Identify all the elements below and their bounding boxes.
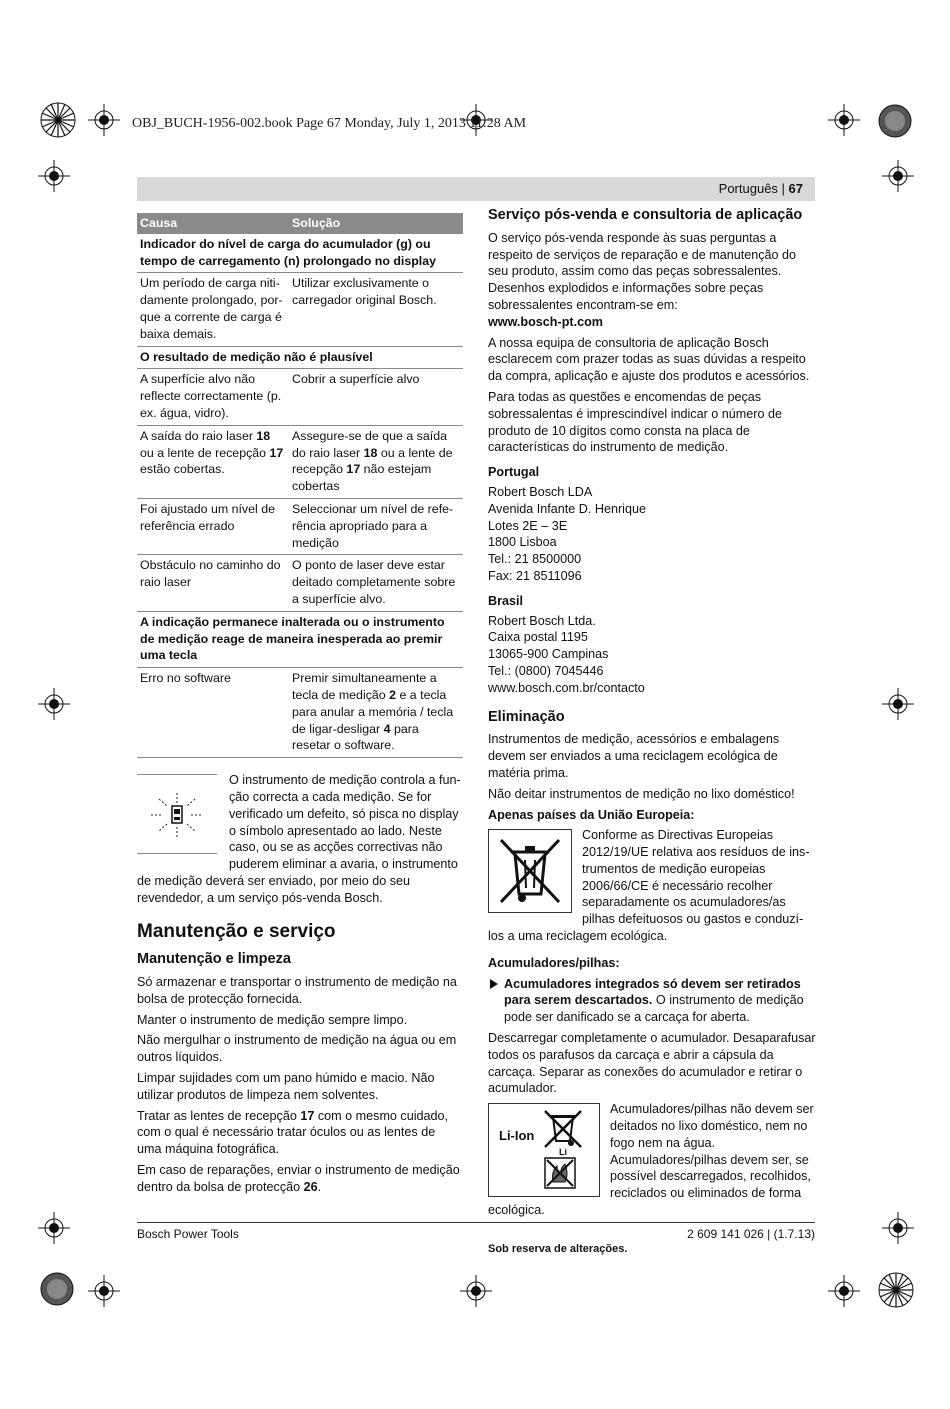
file-info-header: OBJ_BUCH-1956-002.book Page 67 Monday, July 1, 2013 11:28 AM: [132, 116, 527, 131]
table-group-row: [137, 234, 463, 273]
disposal-title: Eliminação: [488, 708, 565, 725]
service-paragraph: A nossa equipa de consultoria de aplicação Bosch esclarecem com prazer todas as suas dúvidas a respeito da compra, aplicação e ajuste dos produtos e acessórios.: [488, 335, 810, 384]
ref-number: 17: [269, 445, 284, 460]
address-line: Caixa postal 1195: [488, 630, 588, 645]
address-line: Robert Bosch LDA: [488, 484, 593, 499]
crosshair-mark-right-lower: [882, 1212, 914, 1244]
ref-number: 4: [383, 721, 391, 736]
crosshair-mark-top-left: [88, 104, 120, 136]
liion-text: Acumuladores/pilhas não devem ser deitados no lixo doméstico, nem no fogo nem na água. Acumuladores/pilhas devem ser, se possível descarregados, recolhidos, reciclados ou eliminados de forma ecológica.: [488, 1102, 814, 1218]
address-line: Robert Bosch Ltda.: [488, 613, 596, 628]
column-header-cause: Causa: [137, 213, 289, 234]
crosshair-mark-left-upper: [38, 160, 70, 192]
crosshair-mark-bottom-left: [88, 1275, 120, 1307]
disposal-paragraph: Não deitar instrumentos de medição no lixo doméstico!: [488, 786, 795, 801]
table-row: [137, 425, 463, 498]
cause-cell: Obstáculo no caminho do raio laser: [137, 555, 289, 611]
group-heading-charge: Indicador do nível de carga do acumulador (g) ou tempo de carregamento (n) prolongado no display: [137, 234, 463, 273]
solution-cell: [289, 668, 463, 758]
table-group-row: [137, 611, 463, 667]
crosshair-mark-right-upper: [882, 160, 914, 192]
eu-text: Conforme as Directivas Europeias 2012/19/UE relativa aos resíduos de instrumentos de medição europeias 2006/66/CE é necessário recolher separadamente os acumuladores/as pilhas defeituosos ou gastos e conduzí-los a uma reciclagem ecológica.: [488, 828, 810, 944]
text-fragment: estão cobertas.: [140, 462, 225, 477]
cleaning-subtitle: Manutenção e limpeza: [137, 951, 291, 968]
maintenance-paragraph: [137, 1162, 463, 1196]
address-line: www.bosch.com.br/contacto: [488, 680, 645, 695]
registration-mark-top-right: [876, 102, 914, 140]
table-row: [137, 369, 463, 425]
crosshair-mark-bottom-right: [828, 1275, 860, 1307]
eu-block: [488, 827, 816, 945]
address-line: Fax: 21 8511096: [488, 568, 582, 583]
bullet-triangle-icon: [490, 979, 498, 989]
cause-cell: A superfície alvo não reflecte correctamente (p. ex. água, vidro).: [137, 369, 289, 425]
maintenance-paragraph: [137, 1108, 463, 1158]
registration-mark-top-left: [38, 100, 78, 140]
table-header-row: [137, 213, 463, 234]
reserve-note: Sob reserva de alterações.: [488, 1242, 628, 1255]
service-paragraph: Para todas as questões e encomendas de peças sobressalentas é imprescindível indicar o número de produto de 10 dígitos como consta na placa de características do instrumento de medição.: [488, 389, 783, 455]
table-row: [137, 273, 463, 346]
crosshair-mark-bottom-center: [460, 1275, 492, 1307]
address-line: Lotes 2E – 3E: [488, 518, 568, 533]
cause-cell: Foi ajustado um nível de referência errado: [137, 498, 289, 554]
crosshair-mark-right-middle: [882, 688, 914, 720]
cause-cell: Erro no software: [137, 668, 289, 758]
solution-cell: Utilizar exclusivamente o carregador original Bosch.: [289, 273, 463, 346]
group-heading-result: O resultado de medição não é plausível: [137, 346, 463, 369]
service-url: www.bosch-pt.com: [488, 314, 603, 329]
cause-cell: [137, 425, 289, 498]
bullet-text: [504, 976, 816, 1026]
footer-publisher: Bosch Power Tools: [137, 1227, 239, 1241]
table-row: [137, 555, 463, 611]
ref-number: 18: [363, 445, 378, 460]
right-column: [488, 207, 816, 1262]
troubleshooting-table: [137, 213, 463, 758]
monitor-text: O instrumento de medição controla a função correcta a cada medição. Se for verificado um defeito, só pisca no display o símbolo apresentado ao lado. Neste caso, ou se as acções correctivas não puderem eliminar a avaria, o instrumento de medição deverá ser enviado, por meio do seu revendedor, a um serviço pós-venda Bosch.: [137, 773, 461, 905]
eu-heading: Apenas países da União Europeia:: [488, 807, 695, 822]
group-heading-display: A indicação permanece inalterada ou o instrumento de medição reage de maneira inesperada ao premir uma tecla: [137, 611, 463, 667]
maintenance-paragraph: Manter o instrumento de medição sempre limpo.: [137, 1012, 408, 1027]
li-label: Li: [559, 1147, 567, 1158]
maintenance-title: Manutenção e serviço: [137, 921, 336, 943]
blinking-device-icon: [137, 775, 217, 853]
liion-symbol-box: [488, 1103, 600, 1197]
page-header-label: Português | 67: [718, 181, 803, 196]
address-line: Tel.: 21 8500000: [488, 552, 582, 567]
text-fragment: para resetar o software.: [292, 721, 419, 753]
table-row: [137, 668, 463, 758]
address-line: 13065-900 Campinas: [488, 647, 609, 662]
address-brasil: [488, 593, 816, 697]
text-fragment: e a tecla para anular a memória / tecla de ligar-desligar: [292, 687, 454, 736]
no-fire-no-water-icon: [543, 1156, 577, 1190]
ref-number: 17: [300, 1108, 315, 1123]
weee-symbol-box: [488, 829, 572, 913]
language-label: Português: [718, 181, 778, 196]
text-fragment: com o mesmo cuidado, com o qual é necessário tratar óculos ou as lentes de uma máquina fotográfica.: [137, 1108, 449, 1157]
solution-cell: O ponto de laser deve estar deitado completamente sobre a superfície alvo.: [289, 555, 463, 611]
page-number: 67: [788, 181, 803, 196]
error-symbol-box: [137, 774, 217, 854]
bullet-regular-text: O instrumento de medição pode ser danificado se a carcaça for aberta.: [504, 993, 804, 1025]
ref-number: 2: [389, 687, 397, 702]
text-fragment: Premir simultaneamente a tecla de medição: [292, 671, 437, 702]
table-group-row: [137, 346, 463, 369]
address-line: Avenida Infante D. Henrique: [488, 501, 646, 516]
liion-block: [488, 1101, 816, 1219]
page-header-bar: [137, 177, 815, 201]
solution-cell: Cobrir a superfície alvo: [289, 369, 463, 425]
text-fragment: Assegure-se de que a saída do raio laser: [292, 428, 447, 460]
text-fragment: .: [317, 1179, 322, 1194]
liion-label: Li-Ion: [499, 1128, 535, 1144]
maintenance-paragraph: Só armazenar e transportar o instrumento de medição na bolsa de protecção fornecida.: [137, 975, 457, 1006]
table-row: [137, 498, 463, 554]
batteries-heading: Acumuladores/pilhas:: [488, 955, 620, 970]
registration-mark-bottom-right: [876, 1270, 916, 1310]
crossed-out-bin-icon: [489, 830, 571, 912]
monitor-paragraph-block: [137, 772, 463, 906]
text-fragment: não estejam cobertas: [292, 462, 432, 494]
ref-number: 26: [303, 1179, 318, 1194]
text-fragment: A saída do raio laser: [140, 428, 257, 443]
text-fragment: Tratar as lentes de recepção: [137, 1108, 301, 1123]
service-paragraph: O serviço pós-venda responde às suas perguntas a respeito de serviços de reparação e de manutenção do seu produto, assim como das peças sobressalentes. Desenhos explodidos e informações sobre peças sobressalentes encontram-se em:: [488, 230, 797, 312]
service-title: Serviço pós-venda e consultoria de aplicação: [488, 207, 803, 223]
country-portugal: Portugal: [488, 465, 540, 480]
maintenance-paragraph: Não mergulhar o instrumento de medição na água ou em outros líquidos.: [137, 1033, 457, 1065]
address-portugal: [488, 464, 816, 585]
disposal-paragraph: Instrumentos de medição, acessórios e embalagens devem ser enviados a uma reciclagem ecológica de matéria prima.: [488, 732, 780, 780]
text-fragment: Em caso de reparações, enviar o instrumento de medição dentro da bolsa de protecção: [137, 1163, 460, 1194]
disposal-paragraph: Descarregar completamente o acumulador. Desaparafusar todos os parafusos da carcaça e abrir a cápsula da carcaça. Separar as conexões do acumulador e retirar o acumulador.: [488, 1031, 816, 1096]
footer-document-number: 2 609 141 026 | (1.7.13): [687, 1227, 815, 1241]
address-line: 1800 Lisboa: [488, 535, 557, 550]
column-header-solution: Solução: [289, 213, 463, 234]
address-line: Tel.: (0800) 7045446: [488, 663, 604, 678]
solution-cell: Seleccionar um nível de referência apropriado para a medição: [289, 498, 463, 554]
maintenance-paragraph: Limpar sujidades com um pano húmido e macio. Não utilizar produtos de limpeza nem solventes.: [137, 1071, 435, 1102]
crosshair-mark-left-lower: [38, 1212, 70, 1244]
crosshair-mark-left-middle: [38, 688, 70, 720]
registration-mark-bottom-left: [38, 1270, 76, 1308]
ref-number: 18: [256, 428, 271, 443]
footer-divider: [137, 1222, 815, 1223]
text-fragment: ou a lente de recepção: [292, 445, 453, 477]
ref-number: 17: [346, 462, 361, 477]
crosshair-mark-top-right: [828, 104, 860, 136]
bullet-bold-text: Acumuladores integrados só devem ser retirados para serem descartados.: [504, 976, 801, 1008]
left-column: [137, 213, 463, 1200]
country-brasil: Brasil: [488, 593, 524, 608]
solution-cell: [289, 425, 463, 498]
cause-cell: Um período de carga nitidamente prolongado, porque a corrente de carga é baixa demais.: [137, 273, 289, 346]
text-fragment: ou a lente de recepção: [140, 445, 270, 460]
battery-bullet: [488, 976, 816, 1026]
